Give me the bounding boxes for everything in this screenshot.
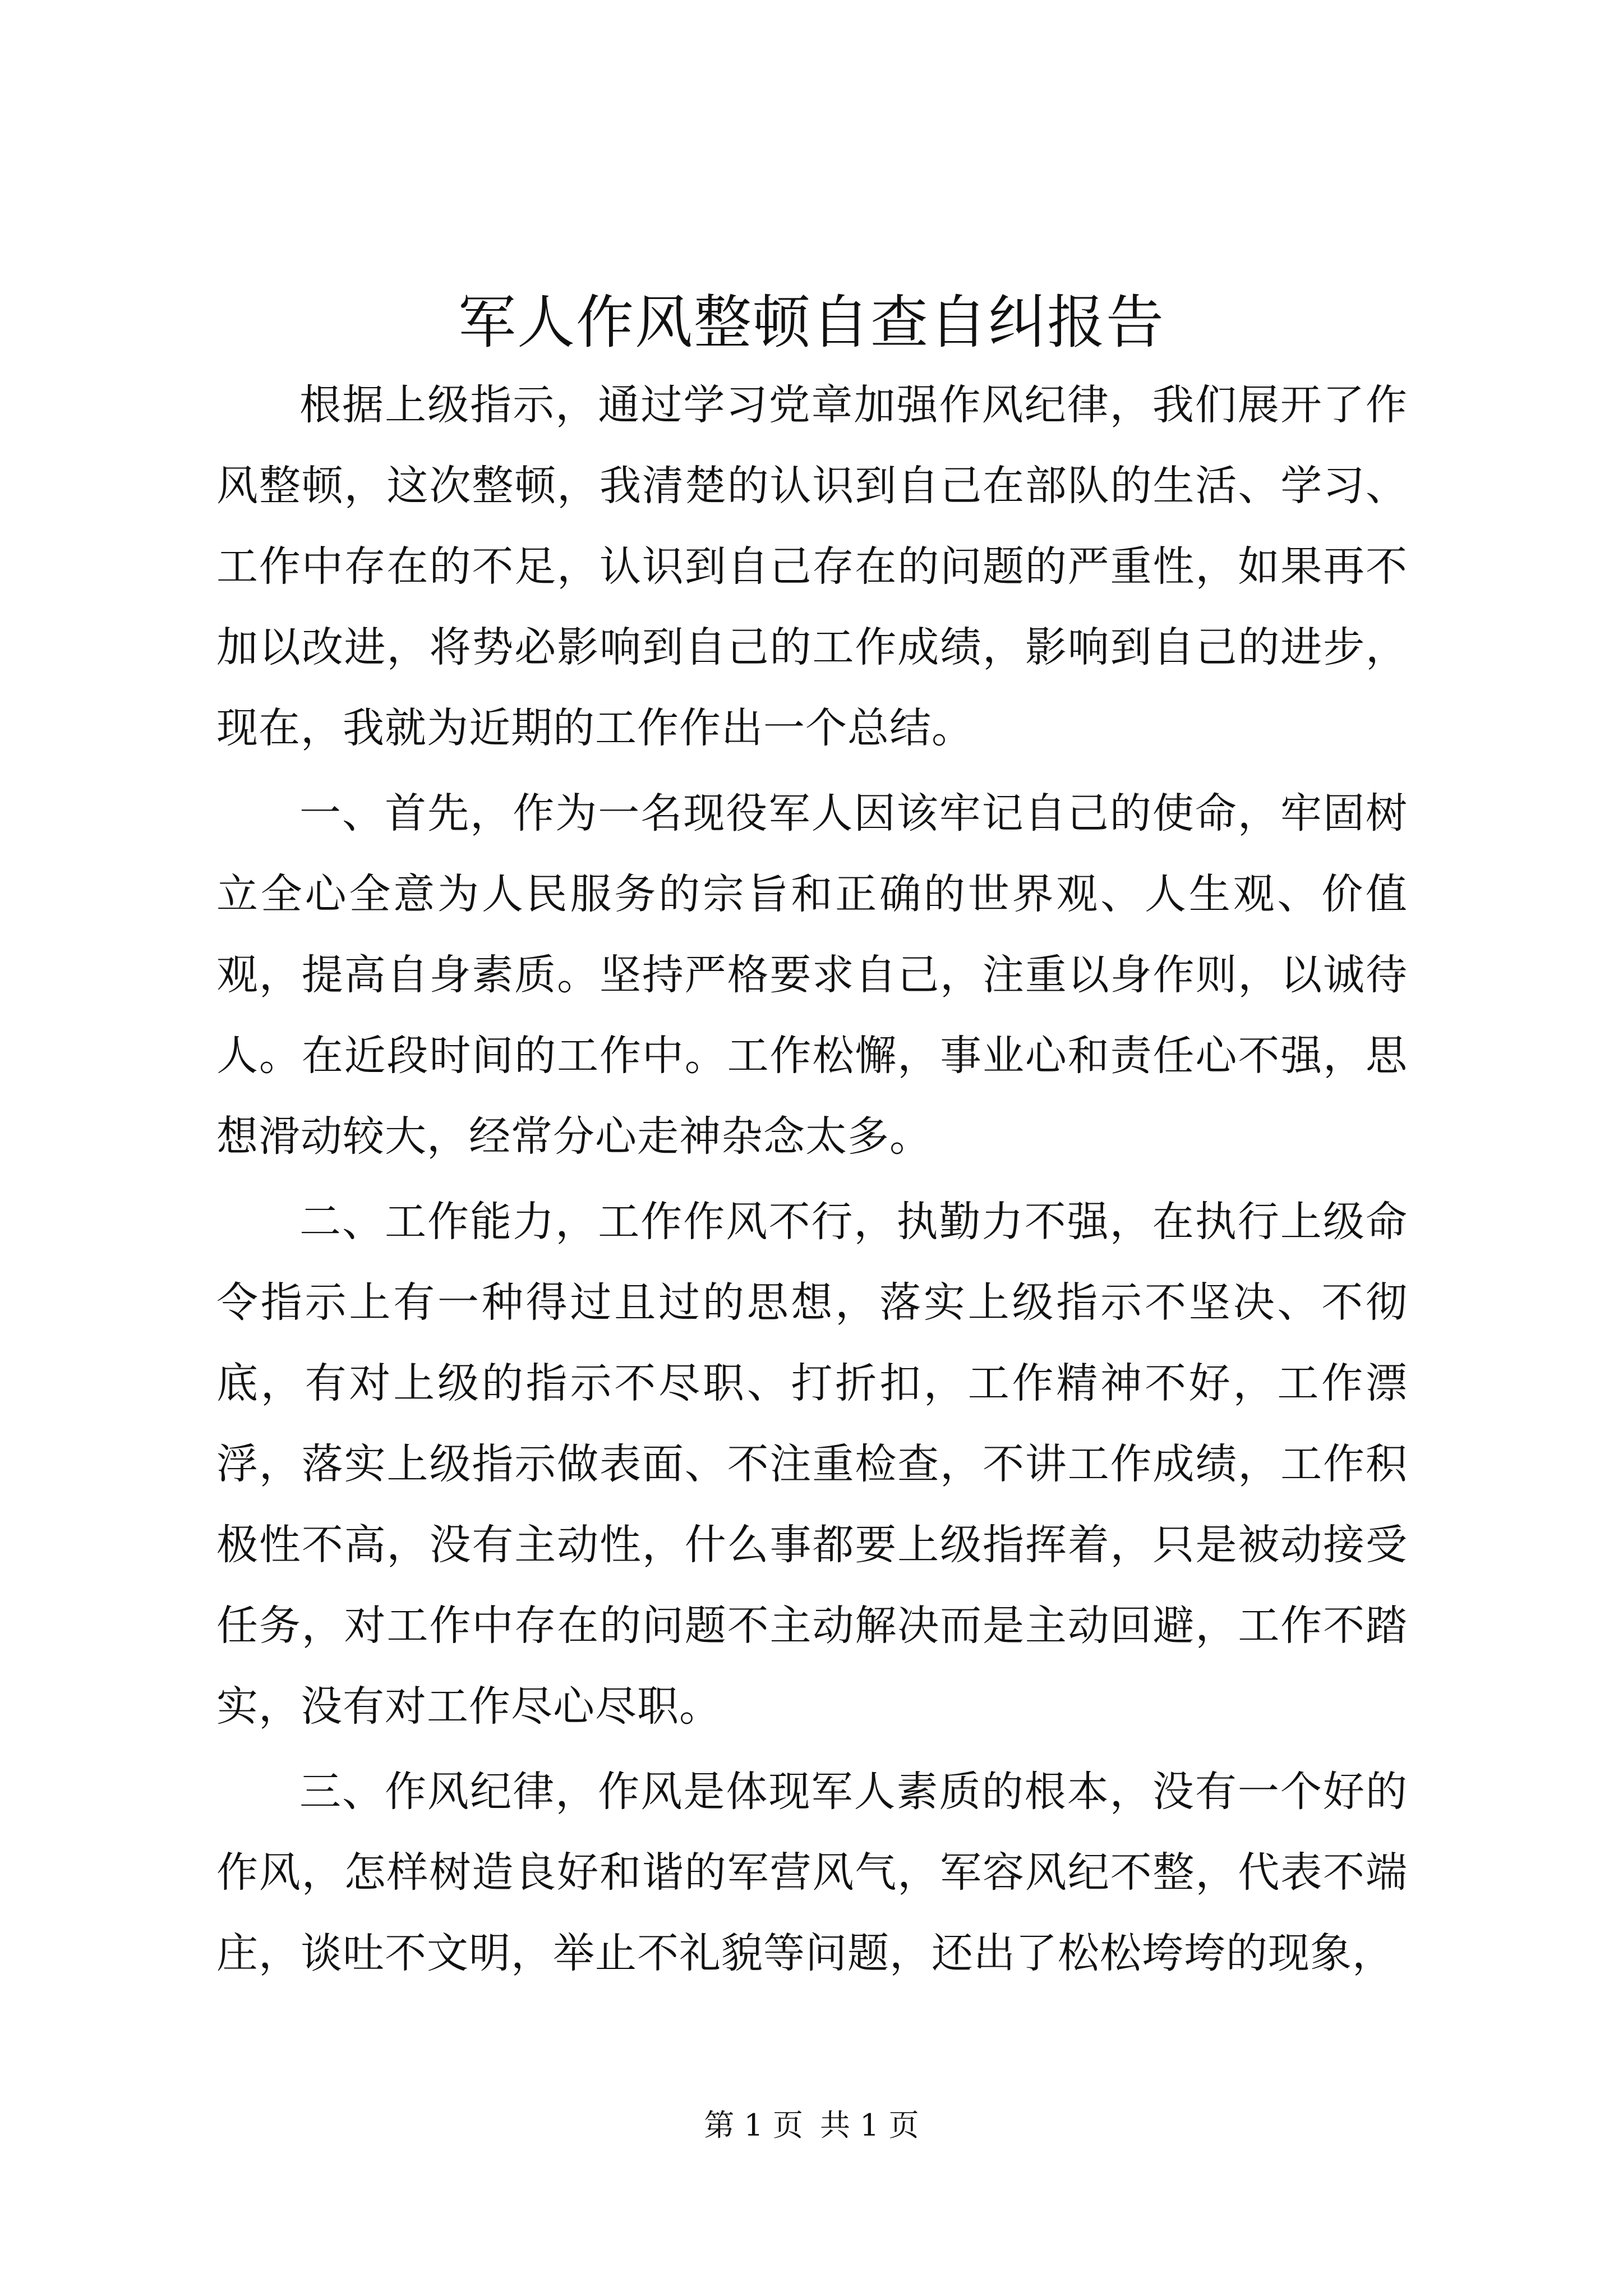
- page-number: 第 1 页: [704, 2108, 803, 2143]
- paragraph-section-1: 一、首先，作为一名现役军人因该牢记自己的使命，牢固树立全心全意为人民服务的宗旨和正确的世界观、人生观、价值观，提高自身素质。坚持严格要求自己，注重以身作则，以诚待人。在近段时间的工作中。工作松懈，事业心和责任心不强，思想滑动较大，经常分心走神杂念太多。: [216, 789, 1408, 1161]
- page-footer: [0, 2106, 1623, 2145]
- document-title: 军人作风整顿自查自纠报告: [458, 289, 1165, 356]
- document-body: [216, 365, 1408, 1994]
- paragraph-intro: 根据上级指示，通过学习党章加强作风纪律，我们展开了作风整顿，这次整顿，我清楚的认识到自己在部队的生活、学习、工作中存在的不足，认识到自己存在的问题的严重性，如果再不加以改进，将势必影响到自己的工作成绩，影响到自己的进步，现在，我就为近期的工作作出一个总结。: [216, 381, 1408, 752]
- paragraph-section-2: 二、工作能力，工作作风不行，执勤力不强，在执行上级命令指示上有一种得过且过的思想，落实上级指示不坚决、不彻底，有对上级的指示不尽职、打折扣，工作精神不好，工作漂浮，落实上级指示做表面、不注重检查，不讲工作成绩，工作积极性不高，没有主动性，什么事都要上级指挥着，只是被动接受任务，对工作中存在的问题不主动解决而是主动回避，工作不踏实，没有对工作尽心尽职。: [216, 1198, 1408, 1731]
- page-total: 共 1 页: [820, 2108, 919, 2143]
- paragraph-section-3: 三、作风纪律，作风是体现军人素质的根本，没有一个好的作风，怎样树造良好和谐的军营风气，军容风纪不整，代表不端庄，谈吐不文明，举止不礼貌等问题，还出了松松垮垮的现象，: [216, 1768, 1408, 1977]
